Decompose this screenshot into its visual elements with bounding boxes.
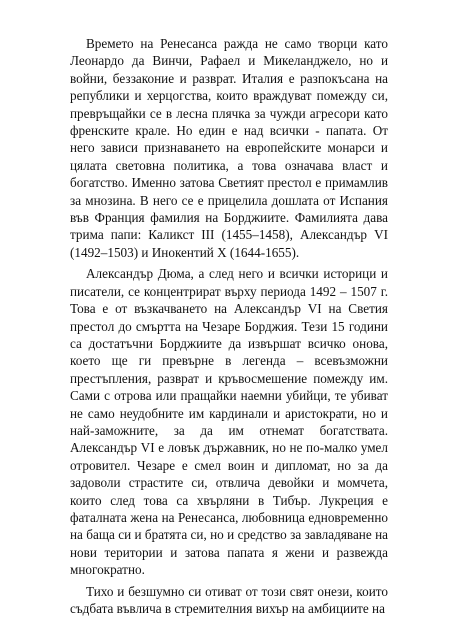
paragraph-1: Времето на Ренесанса ражда не само творци като Леонардо да Винчи, Рафаел и Микеланджело, но и войни, беззаконие и разврат. Италия е разпокъсана на републики и херцогства, които враждуват помежду си, превръщайки се в лесна плячка за чужди агресори като френските крале. Но един е над всички - папата. От него зависи признаването на европейските монарси и цялата световна политика, а това означава власт и богатство. Именно затова Светият престол е примамлив за мнозина. В него се е прицелила дошлата от Испания във Франция фамилия на Борджиите. Фамилията дава трима папи: Каликст III (1455–1458), Александър VI (1492–1503) и Инокентий X (1644-1655).: [70, 36, 388, 260]
body-text: [70, 35, 388, 617]
paragraph-2: Александър Дюма, а след него и всички историци и писатели, се концентрират върху периода 1492 – 1507 г. Това е от възкачването на Александър VI на Светия престол до смъртта на Чезаре Борджия. Тези 15 години са достатъчни Борджиите да извършат всичко онова, което ще ги превърне в легенда – всевъзможни престъпления, разврат и кръвосмешение помежду им. Сами с отрова или пращайки наемни убийци, те убиват не само неудобните им кардинали и аристократи, но и най-заможните, за да им отнемат богатствата. Александър VI е ловък държавник, но не по-малко умел отровител. Чезаре е смел воин и дипломат, но за да задоволи страстите си, отвлича девойки и момчета, които след това са хвърляни в Тибър. Лукреция е фаталната жена на Ренесанса, любовница едновременно на баща си и братята си, но и средство за завладяване на нови територии и затова папата я жени и развежда многократно.: [70, 266, 388, 578]
paragraph-3: Тихо и безшумно си отиват от този свят онези, които съдбата въвлича в стремителния вихър на амбициите на: [70, 583, 388, 616]
